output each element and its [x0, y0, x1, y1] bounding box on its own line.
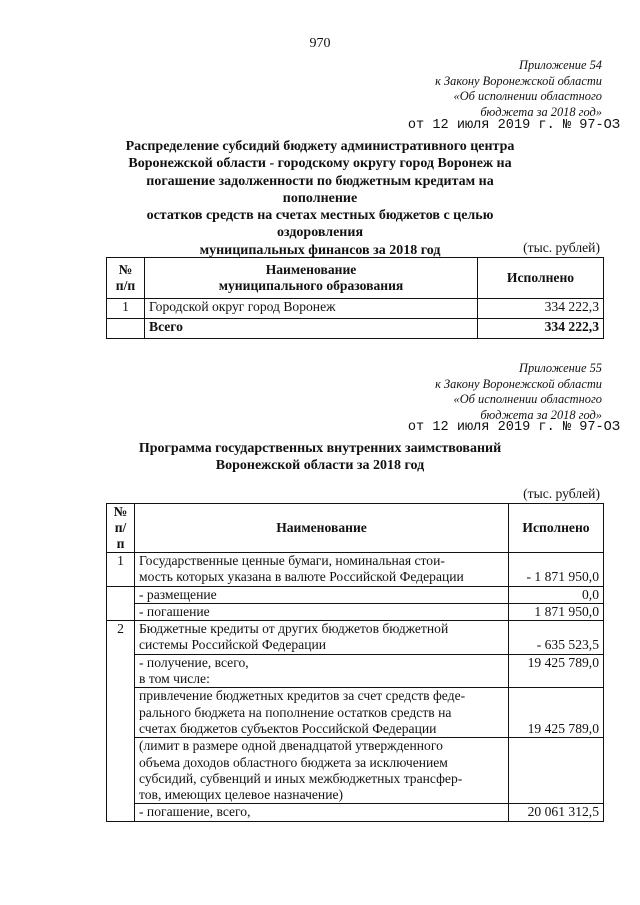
units-label: (тыс. рублей): [523, 240, 600, 255]
table-row: [107, 738, 604, 804]
col-header-name: Наименование: [135, 504, 509, 553]
table-total-row: [107, 319, 604, 339]
col-header-value: Исполнено: [478, 258, 604, 299]
row-name: - размещение: [135, 586, 509, 603]
row-value: 19 425 789,0: [509, 688, 604, 738]
row-value: 334 222,3: [478, 299, 604, 319]
subsidy-table: [106, 257, 604, 339]
appendix-55-header: [435, 361, 602, 423]
title-line: Воронежской области за 2018 год: [215, 458, 425, 474]
row-value: - 635 523,5: [509, 621, 604, 655]
borrowings-table: [106, 503, 604, 822]
table-row: [107, 654, 604, 688]
row-value: 20 061 312,5: [509, 804, 604, 821]
law-order-line: от 12 июля 2019 г. № 97-ОЗ: [407, 118, 620, 133]
appendix-line: «Об исполнении областного: [453, 392, 602, 406]
row-name: Государственные ценные бумаги, номинальная стои- мость которых указана в валюте Российской Федерации: [135, 553, 509, 587]
title-line: муниципальных финансов за 2018 год: [199, 242, 441, 258]
title-line: остатков средств на счетах местных бюджетов с целью оздоровления: [146, 208, 494, 241]
appendix-line: бюджета за 2018 год»: [480, 407, 602, 422]
section-title-55: [110, 440, 530, 475]
col-header-num: № п/п: [107, 504, 135, 553]
row-value: - 1 871 950,0: [509, 553, 604, 587]
title-line: погашение задолженности по бюджетным кредитам на пополнение: [146, 173, 494, 206]
appendix-54-header: [435, 58, 602, 120]
appendix-line: к Закону Воронежской области: [435, 376, 602, 391]
table-row: [107, 804, 604, 821]
title-line: Распределение субсидий бюджету административного центра: [125, 139, 515, 154]
row-value: 1 871 950,0: [509, 603, 604, 620]
row-name: Бюджетные кредиты от других бюджетов бюджетной системы Российской Федерации: [135, 621, 509, 655]
appendix-line: Приложение 55: [519, 361, 602, 375]
units-label: (тыс. рублей): [523, 486, 600, 501]
section-title-54: [110, 138, 530, 259]
appendix-line: к Закону Воронежской области: [435, 73, 602, 88]
row-value: [509, 738, 604, 804]
table-row: [107, 299, 604, 319]
row-num: 1: [107, 553, 135, 587]
col-header-value: Исполнено: [509, 504, 604, 553]
appendix-line: «Об исполнении областного: [453, 89, 602, 103]
table-header-row: [107, 258, 604, 299]
row-value: 19 425 789,0: [509, 654, 604, 688]
row-name: - погашение: [135, 603, 509, 620]
row-value: 0,0: [509, 586, 604, 603]
col-header-num: № п/п: [107, 258, 145, 299]
table-row: [107, 621, 604, 655]
title-line: Воронежской области - городскому округу город Воронеж на: [128, 156, 512, 172]
appendix-line: бюджета за 2018 год»: [480, 104, 602, 119]
table-row: [107, 586, 604, 603]
title-line: Программа государственных внутренних заимствований: [138, 441, 502, 456]
appendix-line: Приложение 54: [519, 58, 602, 72]
row-name: привлечение бюджетных кредитов за счет средств феде- рального бюджета на пополнение остатков средств на счетах бюджетов субъектов Российской Федерации: [135, 688, 509, 738]
row-name: - погашение, всего,: [135, 804, 509, 821]
row-num: 1: [107, 299, 145, 319]
table-row: [107, 553, 604, 587]
table-header-row: [107, 504, 604, 553]
row-name: (лимит в размере одной двенадцатой утвержденного объема доходов областного бюджета за исключением субсидий, субвенций и иных межбюджетных трансфер- тов, имеющих целевое назначение): [135, 738, 509, 804]
total-value: 334 222,3: [478, 319, 604, 339]
row-name: Городской округ город Воронеж: [145, 299, 478, 319]
row-num: 2: [107, 621, 135, 655]
total-label: Всего: [145, 319, 478, 339]
table-row: [107, 688, 604, 738]
law-order-line: от 12 июля 2019 г. № 97-ОЗ: [407, 420, 620, 435]
table-row: [107, 603, 604, 620]
page-number: 970: [309, 36, 331, 51]
row-name: - получение, всего, в том числе:: [135, 654, 509, 688]
col-header-name: Наименование муниципального образования: [145, 258, 478, 299]
